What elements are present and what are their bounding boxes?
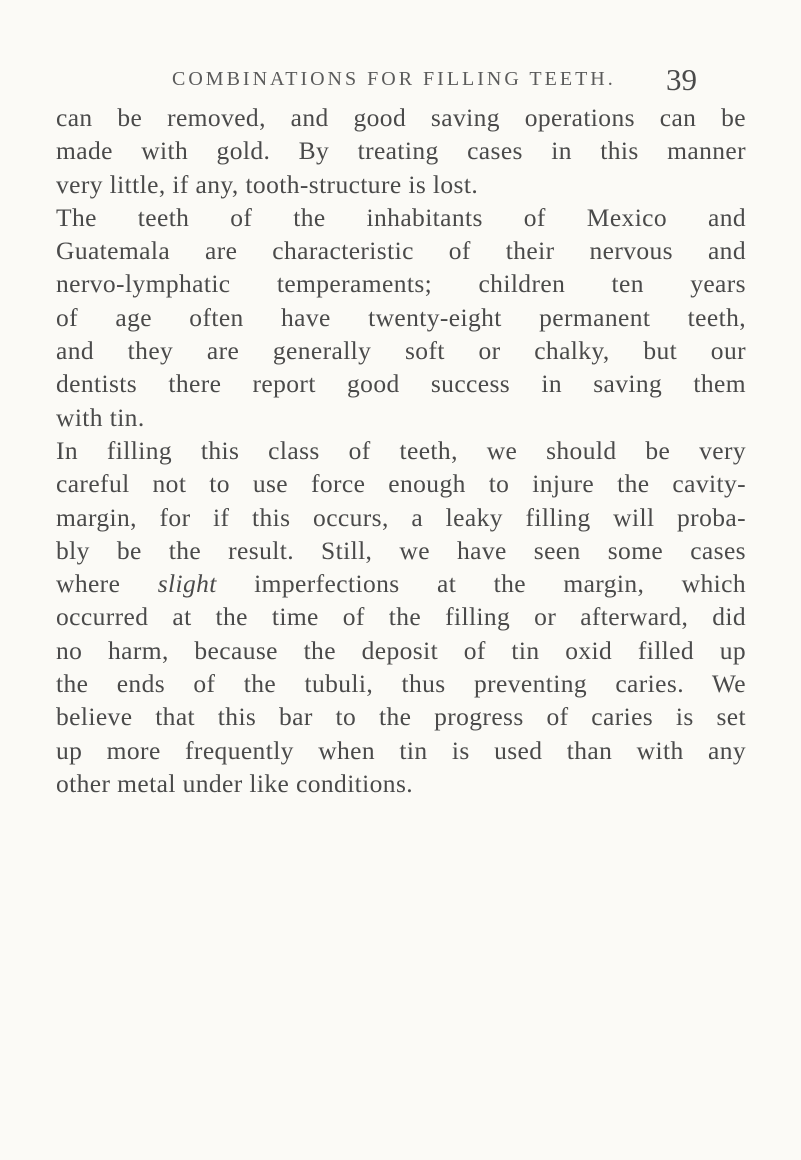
text-line: of age often have twenty-eight permanent teeth, [56, 302, 746, 332]
text-line: very little, if any, tooth-structure is lost. [56, 169, 479, 199]
text-line: up more frequently when tin is used than with any [56, 735, 746, 765]
text-line: other metal under like conditions. [56, 768, 414, 798]
text-line: bly be the result. Still, we have seen some cases [56, 535, 746, 565]
text-fragment: imperfections at the margin, which [216, 569, 746, 599]
body-text [56, 101, 746, 800]
text-line: The teeth of the inhabitants of Mexico and [56, 202, 746, 232]
text-line: no harm, because the deposit of tin oxid filled up [56, 635, 746, 665]
text-line: believe that this bar to the progress of caries is set [56, 702, 746, 732]
text-line: careful not to use force enough to injure the cavity- [56, 469, 746, 499]
text-line: Guatemala are characteristic of their nervous and [56, 236, 746, 266]
text-line: In filling this class of teeth, we should be very [56, 435, 746, 465]
text-line: and they are generally soft or chalky, but our [56, 336, 746, 366]
text-line: occurred at the time of the filling or afterward, did [56, 602, 746, 632]
text-line: can be removed, and good saving operations can be [56, 103, 746, 132]
text-line: the ends of the tubuli, thus preventing caries. We [56, 669, 746, 699]
text-line: with tin. [56, 402, 145, 432]
running-title: COMBINATIONS FOR FILLING TEETH. [172, 68, 616, 90]
emphasized-word: slight [157, 569, 217, 599]
page-number: 39 [666, 62, 697, 97]
text-fragment: where [56, 569, 158, 599]
text-line: margin, for if this occurs, a leaky filling will proba- [56, 502, 746, 532]
text-line-with-emphasis [56, 567, 746, 600]
text-line: made with gold. By treating cases in this manner [56, 136, 746, 166]
text-line: nervo-lymphatic temperaments; children ten years [56, 269, 746, 299]
text-line: dentists there report good success in saving them [56, 369, 746, 399]
running-head [0, 62, 801, 102]
